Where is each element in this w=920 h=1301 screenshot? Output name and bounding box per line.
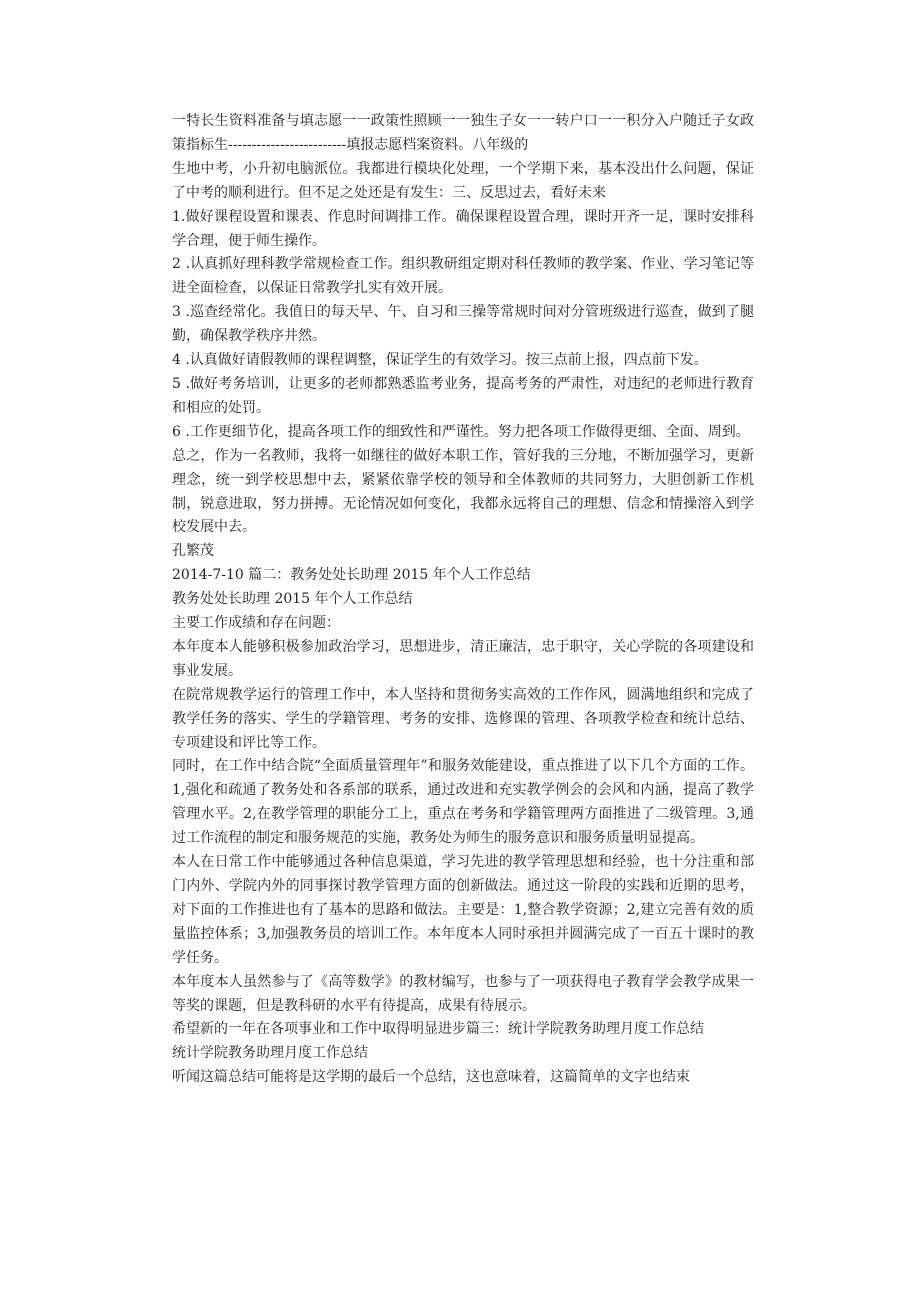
paragraph-3: 1.做好课程设置和课表、作息时间调排工作。确保课程设置合理，课时开齐一足，课时安排科学合理，便于师生操作。	[172, 208, 754, 249]
paragraph-8: 6 .工作更细节化，提高各项工作的细致性和严谨性。努力把各项工作做得更细、全面、周到。	[172, 423, 750, 440]
section-title-3: 统计学院教务助理月度工作总结	[172, 1045, 368, 1062]
section-title-2: 教务处处长助理 2015 年个人工作总结	[172, 591, 413, 608]
paragraph-2: 生地中考，小升初电脑派位。我都进行模块化处理，一个学期下来，基本没出什么问题，保证了中考的顺利进行。但不足之处还是有发生：三、反思过去，看好未来	[172, 160, 754, 201]
paragraph-6: 4 .认真做好请假教师的课程调整，保证学生的有效学习。按三点前上报，四点前下发。	[172, 352, 708, 369]
paragraph-16: 同时，在工作中结合院“全面质量管理年”和服务效能建设，重点推进了以下几个方面的工作。1,强化和疏通了教务处和各系部的联系，通过改进和充实教学例会的会风和内涵，提高了教学管理水平。2,在教学管理的职能分工上，重点在考务和学籍管理两方面推进了二级管理。3,通过工作流程的制定和服务规范的实施，教务处为师生的服务意识和服务质量明显提高。	[172, 758, 754, 847]
subheading: 主要工作成绩和存在问题：	[172, 615, 340, 632]
paragraph-9: 总之，作为一名教师，我将一如继往的做好本职工作，管好我的三分地，不断加强学习，更新理念，统一到学校思想中去，紧紧依靠学校的领导和全体教师的共同努力，大胆创新工作机制，锐意进取，努力拼搏。无论情况如何变化，我都永远将自己的理想、信念和情操溶入到学校发展中去。	[172, 447, 754, 536]
document-body	[172, 110, 754, 1090]
paragraph-17: 本人在日常工作中能够通过各种信息渠道，学习先进的教学管理思想和经验，也十分注重和部门内外、学院内外的同事探讨教学管理方面的创新做法。通过这一阶段的实践和近期的思考，对下面的工作推进也有了基本的思路和做法。主要是：1,整合教学资源；2,建立完善有效的质量监控体系；3,加强教务员的培训工作。本年度本人同时承担并圆满完成了一百五十课时的教学任务。	[172, 854, 754, 966]
paragraph-1: 一特长生资料准备与填志愿一一政策性照顾一一独生子女一一转户口一一积分入户随迁子女政策指标生-------------------------填报志愿档案资料。八年级的	[172, 113, 754, 153]
paragraph-15: 在院常规教学运行的管理工作中，本人坚持和贯彻务实高效的工作作风，圆满地组织和完成了教学任务的落实、学生的学籍管理、考务的安排、选修课的管理、各项教学检查和统计总结、专项建设和评比等工作。	[172, 686, 754, 751]
author-signature: 孔繁茂	[172, 543, 214, 560]
paragraph-21: 听闻这篇总结可能将是这学期的最后一个总结，这也意味着，这篇简单的文字也结束	[172, 1069, 690, 1086]
paragraph-14: 本年度本人能够积极参加政治学习，思想进步，清正廉洁，忠于职守，关心学院的各项建设和事业发展。	[172, 638, 754, 679]
paragraph-4: 2 .认真抓好理科教学常规检查工作。组织教研组定期对科任教师的教学案、作业、学习笔记等进全面检查，以保证日常教学扎实有效开展。	[172, 256, 754, 297]
paragraph-5: 3 .巡查经常化。我值日的每天早、午、自习和三操等常规时间对分管班级进行巡查，做到了腿勤，确保教学秩序井然。	[172, 304, 754, 345]
date-and-heading-2: 2014-7-10 篇二：教务处处长助理 2015 年个人工作总结	[172, 567, 531, 584]
paragraph-18: 本年度本人虽然参与了《高等数学》的教材编写，也参与了一项获得电子教育学会教学成果一等奖的课题，但是教科研的水平有待提高，成果有待展示。	[172, 973, 754, 1014]
paragraph-19: 希望新的一年在各项事业和工作中取得明显进步篇三：统计学院教务助理月度工作总结	[172, 1021, 704, 1038]
paragraph-7: 5 .做好考务培训，让更多的老师都熟悉监考业务，提高考务的严肃性，对违纪的老师进行教育和相应的处罚。	[172, 375, 754, 416]
